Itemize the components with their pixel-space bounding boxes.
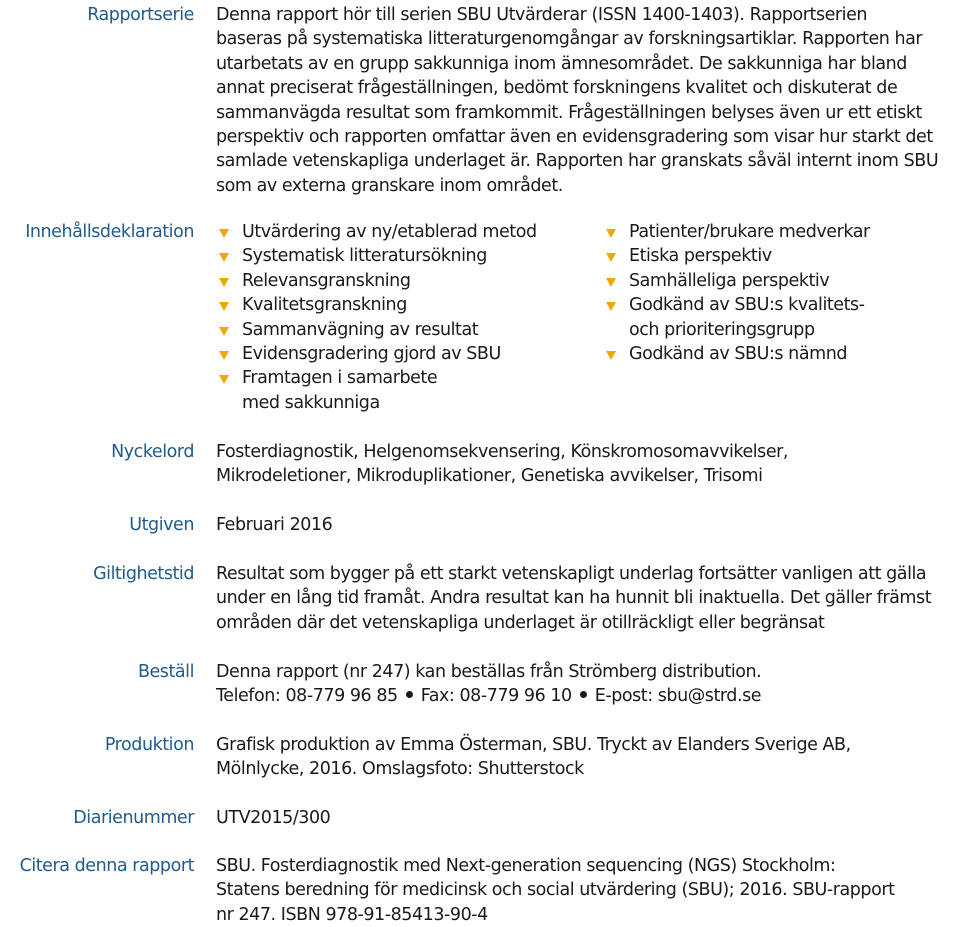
separator-dot-icon [580, 691, 587, 698]
section-innehallsdeklaration [0, 220, 960, 420]
label-rapportserie: Rapportserie [87, 5, 194, 25]
bullet-icon [219, 351, 229, 360]
label-innehallsdeklaration: Innehållsdeklaration [25, 222, 194, 242]
declaration-list-left [216, 220, 537, 415]
text-line: SBU. Fosterdiagnostik med Next-generation sequencing (NGS) Stockholm: [216, 856, 836, 876]
bullet-icon [606, 253, 616, 262]
text-line: Fosterdiagnostik, Helgenomsekvensering, Könskromosomavvikelser, [216, 442, 789, 462]
phone-number: Telefon: 08-779 96 85 [216, 686, 398, 707]
text-line: nr 247. ISBN 978-91-85413-90-4 [216, 904, 488, 925]
label-giltighetstid: Giltighetstid [93, 564, 194, 584]
label-nyckelord: Nyckelord [111, 442, 194, 462]
section-nyckelord [0, 440, 960, 490]
text-citera [216, 854, 958, 927]
text-line: Statens beredning för medicinsk och social utvärdering (SBU); 2016. SBU-rapport [216, 880, 895, 901]
text-line: perspektiv och rapporten omfattar även en evidensgradering som visar hur starkt det [216, 127, 933, 148]
section-produktion [0, 733, 960, 783]
list-item: Framtagen i samarbete med sakkunniga [216, 366, 537, 415]
text-line: baseras på systematiska litteraturgenomgångar av forskningsartiklar. Rapporten har [216, 29, 923, 50]
text-line: UTV2015/300 [216, 808, 331, 828]
text-line: Februari 2016 [216, 515, 333, 535]
text-line: Denna rapport hör till serien SBU Utvärderar (ISSN 1400-1403). Rapportserien [216, 5, 868, 25]
bullet-icon [606, 229, 616, 238]
text-line: annat preciserat frågeställningen, bedömt forskningens kvalitet och diskuterat de [216, 78, 898, 99]
list-item: Sammanvägning av resultat [216, 318, 537, 342]
bullet-icon [219, 375, 229, 384]
text-line: Mikrodeletioner, Mikroduplikationer, Genetiska avvikelser, Trisomi [216, 466, 763, 487]
text-line: samlade vetenskapliga underlaget är. Rapporten har granskats såväl internt inom SBU [216, 151, 939, 172]
label-bestall: Beställ [137, 662, 194, 682]
bullet-icon [606, 302, 616, 311]
list-item: Samhälleliga perspektiv [603, 269, 870, 293]
label-citera: Citera denna rapport [19, 856, 194, 876]
text-diarienummer [216, 806, 958, 830]
bullet-icon [219, 229, 229, 238]
section-citera [0, 854, 960, 923]
declaration-list-right [603, 220, 870, 366]
section-bestall [0, 660, 960, 710]
text-line: som av externa granskare inom området. [216, 175, 563, 196]
text-utgiven [216, 513, 958, 537]
list-item: Evidensgradering gjord av SBU [216, 342, 537, 366]
text-rapportserie [216, 3, 958, 198]
bullet-icon [219, 278, 229, 287]
list-item: Relevansgranskning [216, 269, 537, 293]
list-item: Godkänd av SBU:s kvalitets- och prioriteringsgrupp [603, 293, 870, 342]
separator-dot-icon [406, 691, 413, 698]
text-line: Grafisk produktion av Emma Österman, SBU. Tryckt av Elanders Sverige AB, [216, 735, 851, 755]
text-line: områden där det vetenskapliga underlaget är otillräckligt eller begränsat [216, 612, 825, 633]
bullet-icon [606, 278, 616, 287]
bullet-icon [219, 302, 229, 311]
section-diarienummer [0, 806, 960, 832]
section-rapportserie [0, 3, 960, 203]
label-diarienummer: Diarienummer [73, 808, 194, 828]
list-item: Utvärdering av ny/etablerad metod [216, 220, 537, 244]
text-line: Mölnlycke, 2016. Omslagsfoto: Shutterstock [216, 759, 584, 780]
text-line: Resultat som bygger på ett starkt vetenskapligt underlag fortsätter vanligen att gälla [216, 564, 927, 584]
text-produktion [216, 733, 958, 782]
bullet-icon [606, 351, 616, 360]
bullet-icon [219, 327, 229, 336]
bullet-icon [219, 253, 229, 262]
email-address: E-post: sbu@strd.se [594, 686, 762, 707]
list-item: Systematisk litteratursökning [216, 244, 537, 268]
label-produktion: Produktion [104, 735, 194, 755]
text-nyckelord [216, 440, 958, 489]
list-item: Patienter/brukare medverkar [603, 220, 870, 244]
label-utgiven: Utgiven [129, 515, 194, 535]
section-utgiven [0, 513, 960, 539]
text-line: Denna rapport (nr 247) kan beställas från Strömberg distribution. [216, 662, 762, 682]
text-line: utarbetats av en grupp sakkunniga inom ämnesområdet. De sakkunniga har bland [216, 53, 907, 74]
section-giltighetstid [0, 562, 960, 637]
list-item: Kvalitetsgranskning [216, 293, 537, 317]
fax-number: Fax: 08-779 96 10 [420, 686, 572, 707]
text-bestall [216, 660, 958, 709]
contact-line [216, 684, 958, 708]
text-giltighetstid [216, 562, 958, 635]
text-line: under en lång tid framåt. Andra resultat kan ha hunnit bli inaktuella. Det gäller främst [216, 588, 932, 609]
list-item: Godkänd av SBU:s nämnd [603, 342, 870, 366]
text-line: sammanvägda resultat som framkommit. Frågeställningen belyses även ur ett etiskt [216, 102, 922, 123]
list-item: Etiska perspektiv [603, 244, 870, 268]
